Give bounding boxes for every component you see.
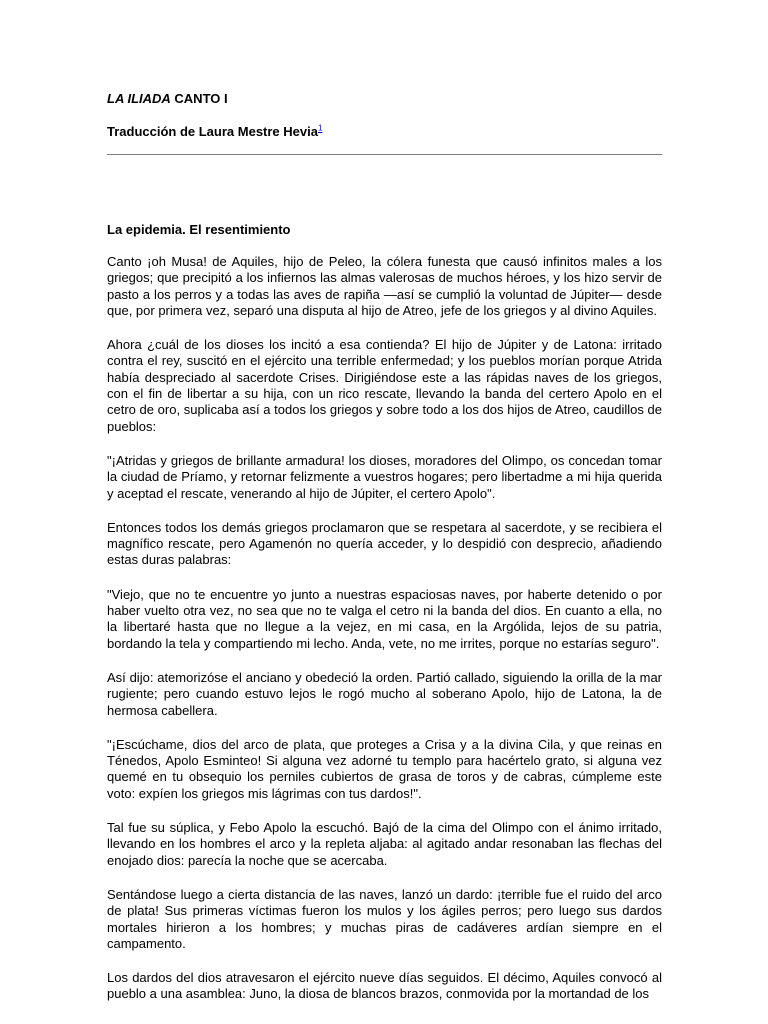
document-page bbox=[107, 91, 662, 1003]
section-heading: La epidemia. El resentimiento bbox=[107, 222, 291, 237]
paragraph: Entonces todos los demás griegos proclamaron que se respetara al sacerdote, y se recibiera el magnífico rescate, pero Agamenón no quería acceder, y lo despidió con desprecio, añadiendo estas duras palabras: bbox=[107, 519, 662, 568]
footnote-link[interactable]: 1 bbox=[317, 123, 323, 133]
paragraph: "Viejo, que no te encuentre yo junto a nuestras espaciosas naves, por haberte detenido o por haber vuelto otra vez, no sea que no te valga el cetro ni la banda del dios. En cuanto a ella, no la libertaré hasta que no llegue a la vejez, en mi casa, en la Argólida, lejos de su patria, bordando la tela y compartiendo mi lecho. Anda, vete, no me irrites, porque no estarías seguro". bbox=[107, 586, 662, 651]
paragraph: Así dijo: atemorizóse el anciano y obedeció la orden. Partió callado, siguiendo la orilla de la mar rugiente; pero cuando estuvo lejos le rogó mucho al soberano Apolo, hijo de Latona, la de hermosa cabellera. bbox=[107, 669, 662, 718]
title-italic: LA ILIADA bbox=[107, 91, 171, 106]
paragraph: Tal fue su súplica, y Febo Apolo la escuchó. Bajó de la cima del Olimpo con el ánimo irritado, llevando en los hombres el arco y la repleta aljaba: al agitado andar resonaban las flechas del enojado dios: parecía la noche que se acercaba. bbox=[107, 820, 662, 868]
title-canto: CANTO I bbox=[170, 91, 228, 106]
paragraph: Los dardos del dios atravesaron el ejército nueve días seguidos. El décimo, Aquiles convocó al pueblo a una asamblea: Juno, la diosa de blancos brazos, conmovida por la mortandad de los bbox=[107, 970, 662, 1002]
paragraph: "¡Atridas y griegos de brillante armadura! los dioses, moradores del Olimpo, os concedan tomar la ciudad de Príamo, y retornar felizmente a vuestros hogares; pero libertadme a mi hija querida y aceptad el rescate, venerando al hijo de Júpiter, el certero Apolo". bbox=[107, 452, 662, 501]
paragraph: Canto ¡oh Musa! de Aquiles, hijo de Peleo, la cólera funesta que causó infinitos males a los griegos; que precipitó a los infiernos las almas valerosas de muchos héroes, y los hizo servir de pasto a los perros y a todas las aves de rapiña —así se cumplió la voluntad de Júpiter— desde que, por primera vez, separó una disputa al hijo de Atreo, jefe de los griegos y al divino Aquiles. bbox=[107, 254, 662, 318]
translation-credit bbox=[107, 124, 662, 140]
translation-credit-text: Traducción de Laura Mestre Hevia bbox=[107, 124, 318, 139]
paragraph: "¡Escúchame, dios del arco de plata, que proteges a Crisa y a la divina Cila, y que reinas en Ténedos, Apolo Esminteo! Si alguna vez adorné tu templo para hacértelo grato, si alguna vez quemé en tu obsequio los perniles cubiertos de grasa de toros y de cabras, cúmpleme este voto: expíen los griegos mis lágrimas con tus dardos!". bbox=[107, 736, 662, 801]
horizontal-divider bbox=[107, 154, 662, 155]
document-title bbox=[107, 91, 662, 107]
paragraph: Ahora ¿cuál de los dioses los incitó a esa contienda? El hijo de Júpiter y de Latona: irritado contra el rey, suscitó en el ejército una terrible enfermedad; y los pueblos morían porque Atrida había despreciado al sacerdote Crises. Dirigiéndose este a las rápidas naves de los griegos, con el fin de libertar a su hija, con un rico rescate, llevando la banda del certero Apolo en el cetro de oro, suplicaba así a todos los griegos y sobre todo a los dos hijos de Atreo, caudillos de pueblos: bbox=[107, 337, 662, 434]
paragraph: Sentándose luego a cierta distancia de las naves, lanzó un dardo: ¡terrible fue el ruido del arco de plata! Sus primeras víctimas fueron los mulos y los ágiles perros; pero luego sus dardos mortales hirieron a los hombres; y muchas piras de cadáveres ardían siempre en el campamento. bbox=[107, 886, 662, 951]
